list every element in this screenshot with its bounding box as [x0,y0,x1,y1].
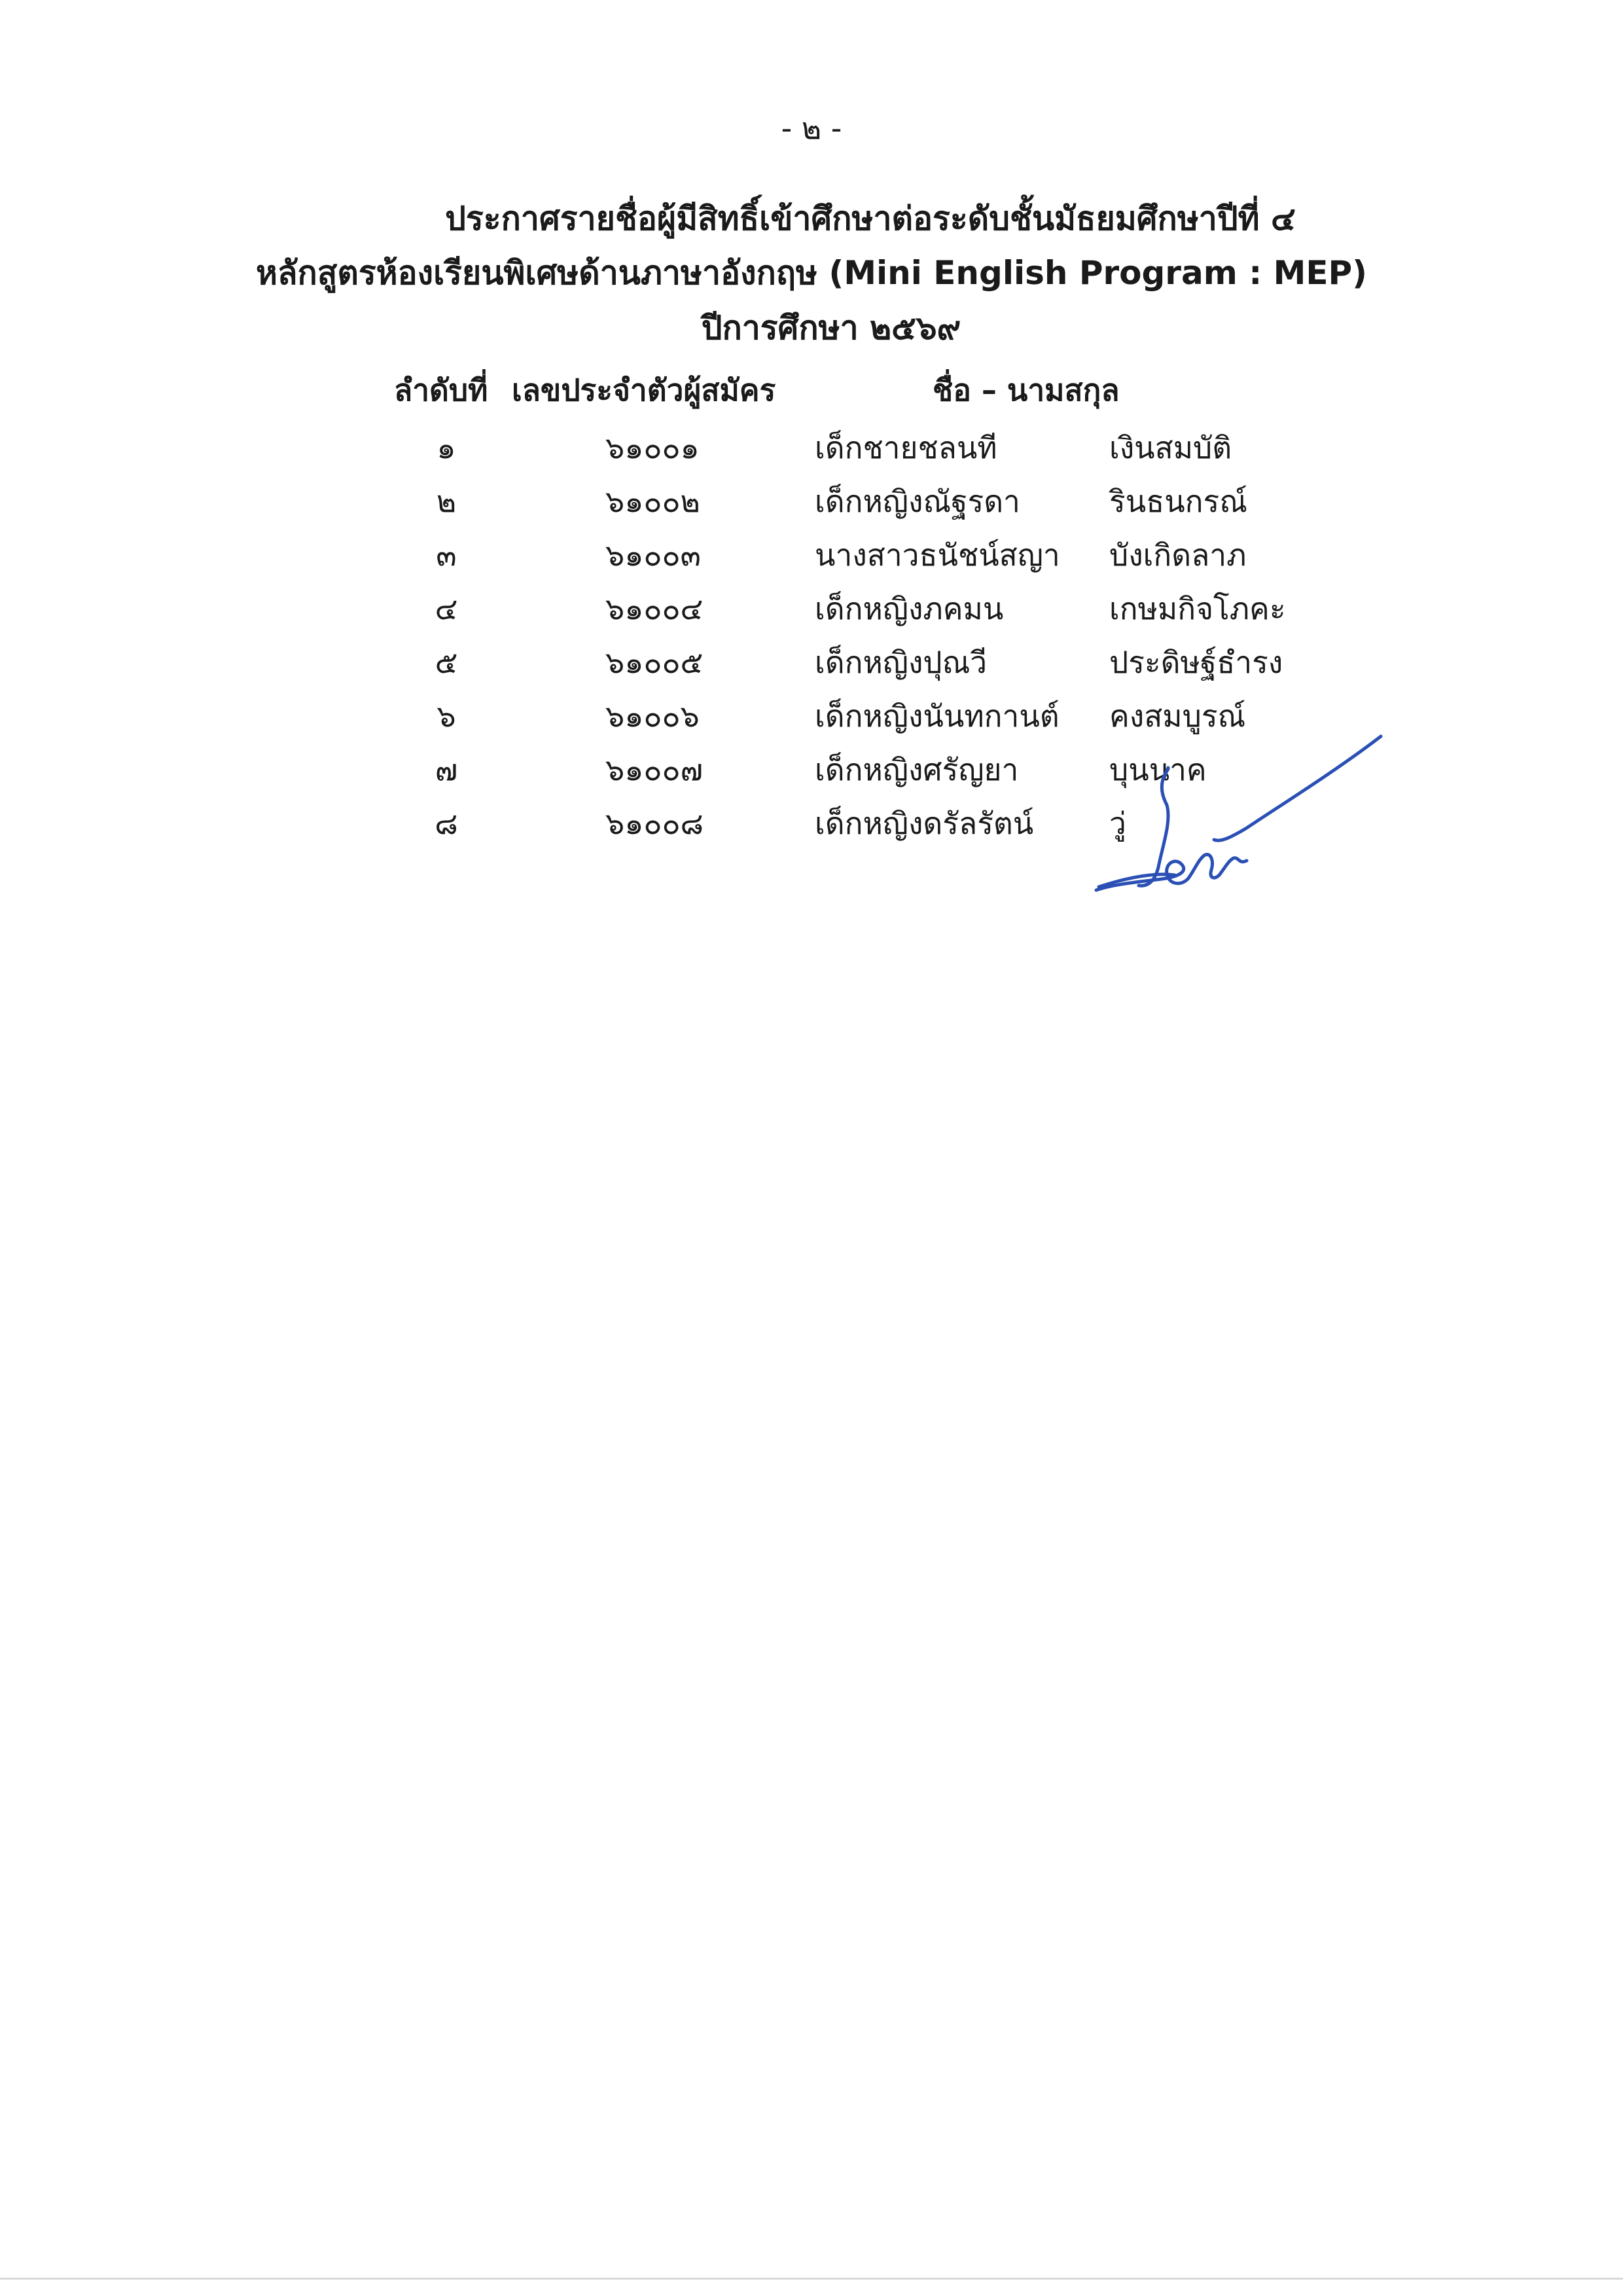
row-application-no: ๖๑๐๐๓ [605,537,701,573]
row-order: ๘ [435,806,458,841]
row-last-name: บังเกิดลาภ [1109,537,1247,573]
table-row [0,639,1623,685]
row-application-no: ๖๑๐๐๕ [605,645,704,680]
row-order: ๒ [436,484,457,519]
row-application-no: ๖๑๐๐๖ [605,698,700,734]
header-application-no: เลขประจำตัวผู้สมัคร [512,372,776,408]
row-first-name: เด็กหญิงภคมน [815,591,1004,626]
row-last-name: ประดิษฐ์ธำรง [1109,645,1283,680]
row-first-name: เด็กหญิงปุณวี [815,645,988,680]
row-application-no: ๖๑๐๐๔ [605,591,704,626]
table-header [0,367,1623,412]
row-last-name: เงินสมบัติ [1109,430,1232,465]
table-row [0,531,1623,577]
document-title-line-2: หลักสูตรห้องเรียนพิเศษด้านภาษาอังกฤษ (Mini English Program : MEP) [255,254,1368,292]
table-row [0,585,1623,631]
header-order: ลำดับที่ [394,372,488,408]
document-title-line-1: ประกาศรายชื่อผู้มีสิทธิ์เข้าศึกษาต่อระดับชั้นมัธยมศึกษาปีที่ ๔ [445,200,1296,238]
row-last-name: วู่ [1109,806,1126,841]
row-last-name: รินธนกรณ์ [1109,484,1247,519]
page-bottom-edge [0,2278,1623,2280]
row-application-no: ๖๑๐๐๒ [605,484,700,519]
row-last-name: เกษมกิจโภคะ [1109,591,1286,626]
table-row [0,424,1623,470]
table-row [0,478,1623,524]
handwritten-signature [1090,730,1391,900]
row-application-no: ๖๑๐๐๘ [605,806,704,841]
row-first-name: เด็กชายชลนที [815,430,997,465]
row-first-name: นางสาวธนัชน์สญา [815,537,1060,573]
row-application-no: ๖๑๐๐๑ [605,430,700,465]
row-order: ๔ [435,591,458,626]
row-application-no: ๖๑๐๐๗ [605,752,704,787]
row-first-name: เด็กหญิงดรัลรัตน์ [815,806,1034,841]
row-first-name: เด็กหญิงนันทกานต์ [815,698,1060,734]
row-order: ๑ [437,430,456,465]
row-order: ๖ [437,698,456,734]
row-order: ๗ [435,752,458,787]
row-order: ๕ [435,645,458,680]
row-first-name: เด็กหญิงณัฐรดา [815,484,1020,519]
row-last-name: คงสมบูรณ์ [1109,698,1246,734]
row-order: ๓ [436,537,457,573]
page-number: - ๒ - [781,111,842,146]
row-last-name: บุนนาค [1109,752,1207,787]
header-name: ชื่อ – นามสกุล [933,372,1120,408]
row-first-name: เด็กหญิงศรัญยา [815,752,1019,787]
document-title-line-3: ปีการศึกษา ๒๕๖๙ [701,309,961,347]
